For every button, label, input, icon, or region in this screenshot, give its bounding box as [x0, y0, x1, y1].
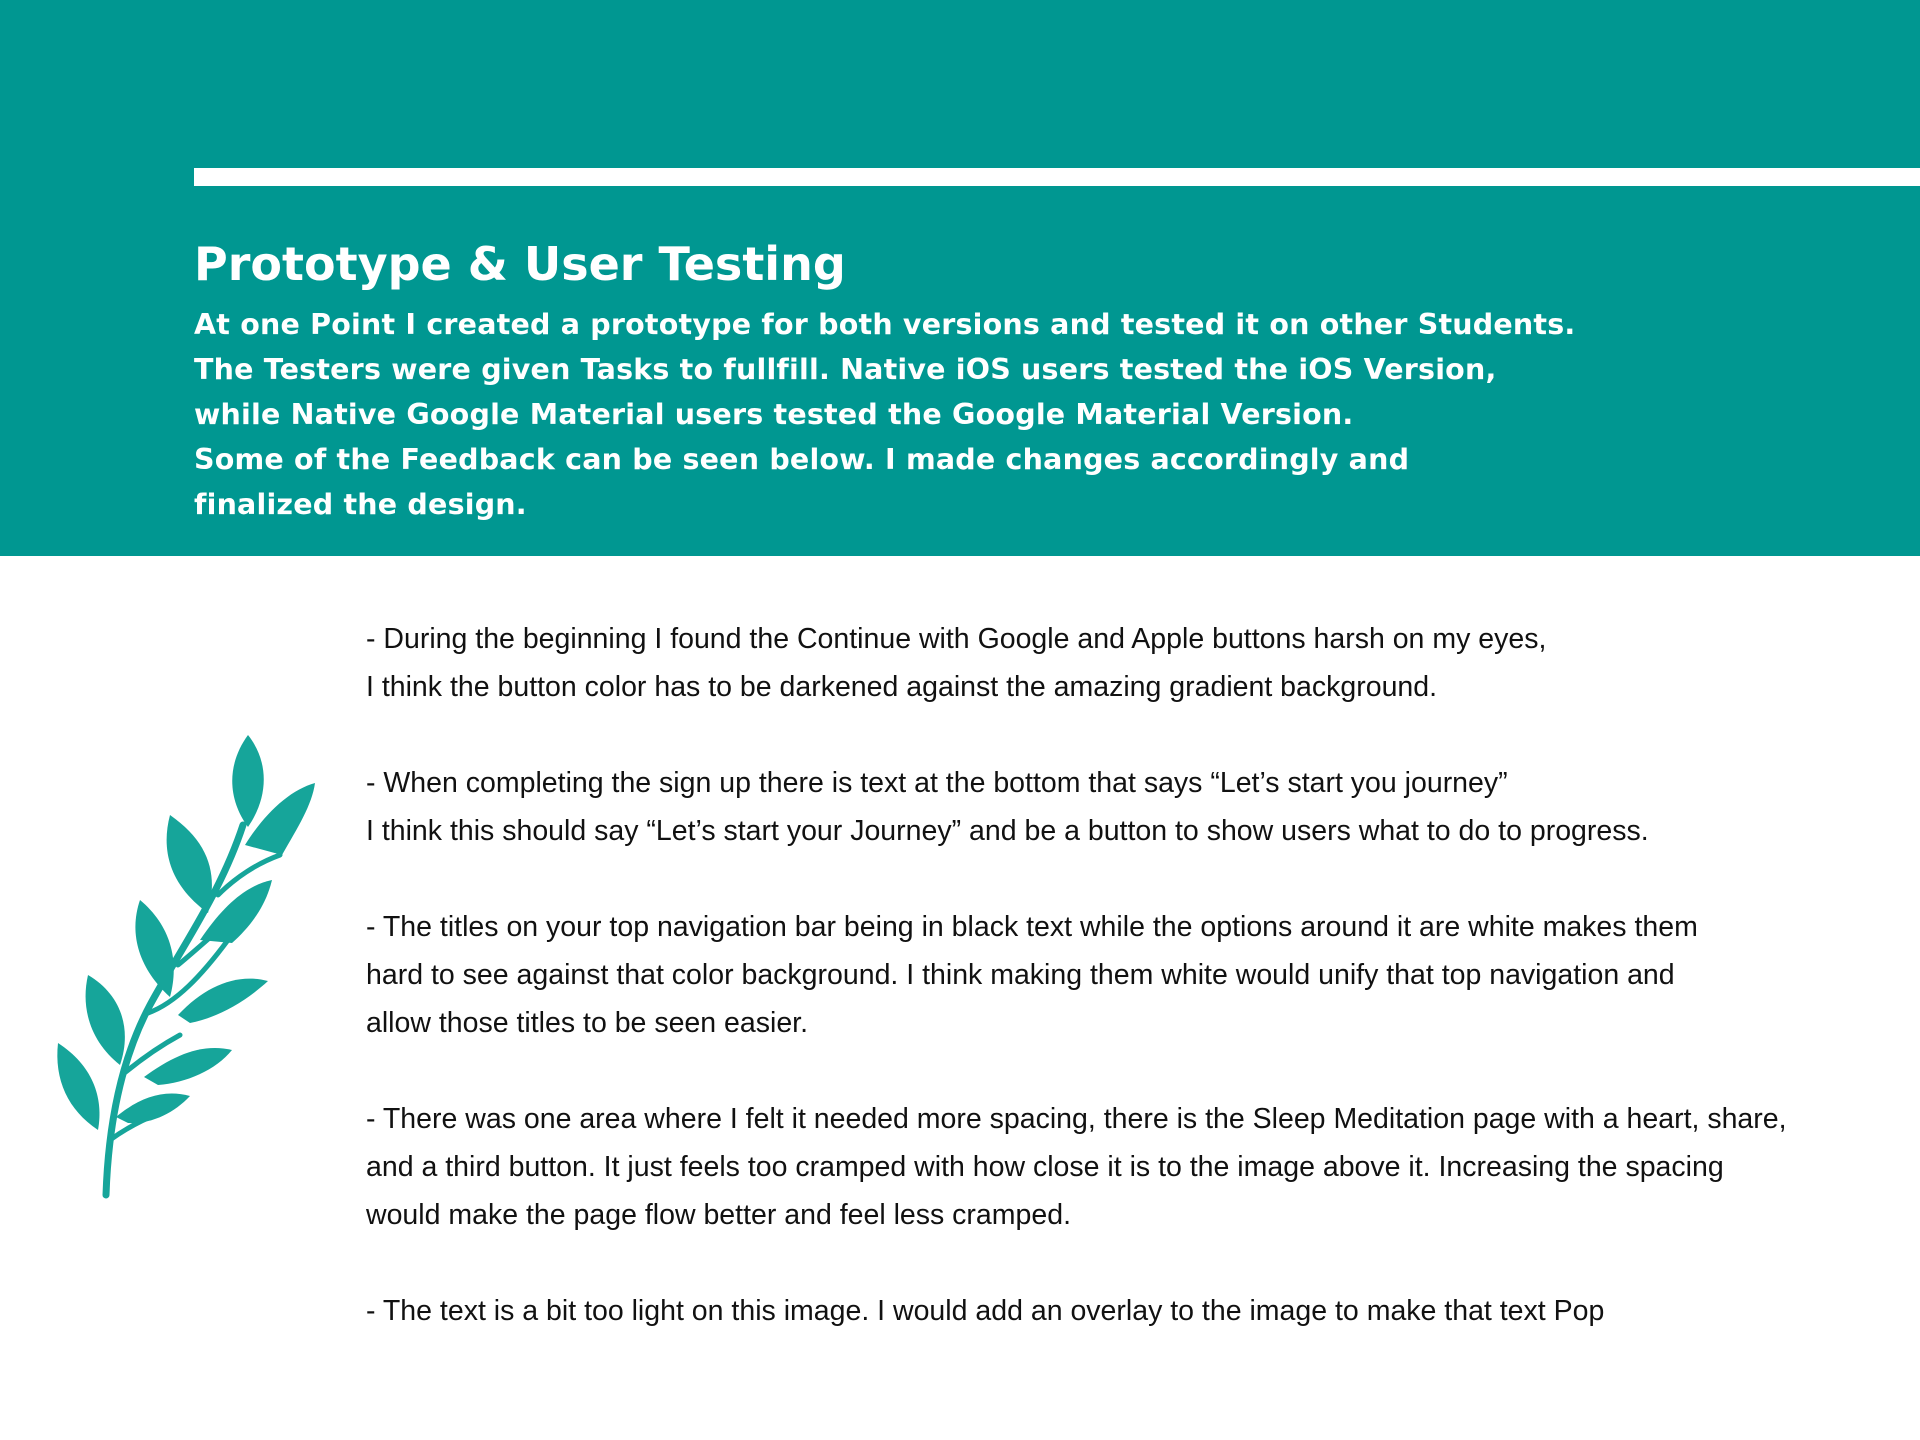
feedback-item: [366, 759, 1866, 855]
feedback-line: - There was one area where I felt it needed more spacing, there is the Sleep Meditation page with a heart, share,: [366, 1103, 1787, 1135]
intro-line: Some of the Feedback can be seen below. I made changes accordingly and: [194, 443, 1410, 476]
feedback-item: [366, 1287, 1866, 1335]
intro-line: At one Point I created a prototype for both versions and tested it on other Students.: [194, 308, 1576, 341]
leaf-branch-icon: [40, 735, 330, 1200]
intro-line: while Native Google Material users tested the Google Material Version.: [194, 398, 1354, 431]
feedback-line: allow those titles to be seen easier.: [366, 1007, 809, 1039]
page-title: Prototype & User Testing: [194, 237, 846, 291]
feedback-line: would make the page flow better and feel less cramped.: [366, 1199, 1071, 1231]
feedback-item: [366, 903, 1866, 1047]
feedback-line: - When completing the sign up there is text at the bottom that says “Let’s start you journey”: [366, 767, 1508, 799]
feedback-item: [366, 1095, 1866, 1239]
intro-line: The Testers were given Tasks to fullfill. Native iOS users tested the iOS Version,: [194, 353, 1497, 386]
feedback-line: - The titles on your top navigation bar being in black text while the options around it are white makes them: [366, 911, 1698, 943]
feedback-line: I think this should say “Let’s start your Journey” and be a button to show users what to do to progress.: [366, 815, 1649, 847]
header-banner: [0, 0, 1920, 556]
feedback-line: - During the beginning I found the Continue with Google and Apple buttons harsh on my eyes,: [366, 623, 1547, 655]
feedback-line: hard to see against that color background. I think making them white would unify that top navigation and: [366, 959, 1675, 991]
feedback-list: [366, 615, 1866, 1383]
intro-paragraph: [194, 302, 1754, 527]
intro-line: finalized the design.: [194, 488, 527, 521]
feedback-item: [366, 615, 1866, 711]
header-divider: [194, 168, 1920, 186]
feedback-line: - The text is a bit too light on this image. I would add an overlay to the image to make that text Pop: [366, 1295, 1605, 1327]
feedback-line: I think the button color has to be darkened against the amazing gradient background.: [366, 671, 1438, 703]
feedback-line: and a third button. It just feels too cramped with how close it is to the image above it. Increasing the spacing: [366, 1151, 1724, 1183]
